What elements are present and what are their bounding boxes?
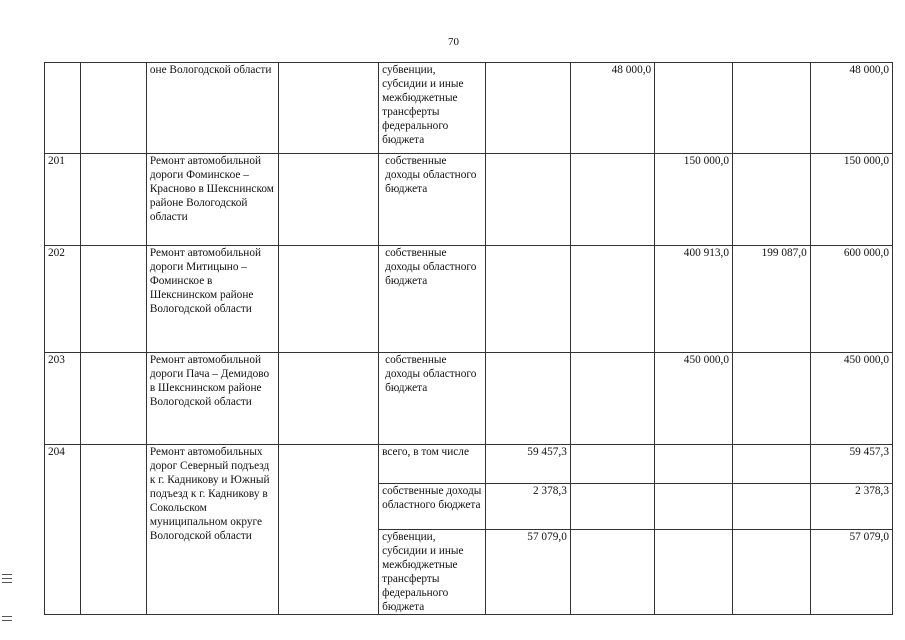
funding-source-cell: собственные доходы областного бюджета	[379, 154, 486, 246]
amount-cell	[570, 484, 654, 530]
margin-mark	[2, 578, 12, 579]
amount-cell	[486, 246, 570, 353]
amount-cell	[732, 445, 810, 484]
table-row	[45, 154, 893, 246]
amount-cell	[570, 246, 654, 353]
funding-source-cell: собственные доходы областного бюджета	[379, 246, 486, 353]
amount-cell	[486, 154, 570, 246]
amount-cell	[655, 63, 733, 154]
amount-cell	[486, 353, 570, 445]
funding-source-cell: всего, в том числе	[379, 445, 486, 484]
amount-cell	[732, 154, 810, 246]
empty-cell	[81, 445, 147, 615]
amount-cell	[570, 530, 654, 615]
amount-cell: 150 000,0	[655, 154, 733, 246]
total-cell: 57 079,0	[810, 530, 892, 615]
total-cell: 450 000,0	[810, 353, 892, 445]
amount-cell: 48 000,0	[570, 63, 654, 154]
empty-cell	[279, 445, 379, 615]
amount-cell	[732, 63, 810, 154]
table-row	[45, 445, 893, 484]
row-number-cell: 203	[45, 353, 81, 445]
total-cell: 2 378,3	[810, 484, 892, 530]
amount-cell: 59 457,3	[486, 445, 570, 484]
amount-cell: 450 000,0	[655, 353, 733, 445]
row-number-cell: 204	[45, 445, 81, 615]
amount-cell	[732, 353, 810, 445]
object-name-cell: Ремонт автомобильной дороги Митицыно – Фоминское в Шекснинском районе Вологодской области	[146, 246, 279, 353]
total-cell: 150 000,0	[810, 154, 892, 246]
object-name-cell: оне Вологодской области	[146, 63, 279, 154]
amount-cell	[570, 445, 654, 484]
amount-cell	[732, 484, 810, 530]
amount-cell	[655, 445, 733, 484]
row-number-cell	[45, 63, 81, 154]
margin-mark	[2, 620, 12, 621]
empty-cell	[279, 353, 379, 445]
table-row	[45, 246, 893, 353]
empty-cell	[81, 246, 147, 353]
amount-cell	[486, 63, 570, 154]
total-cell: 600 000,0	[810, 246, 892, 353]
amount-cell: 400 913,0	[655, 246, 733, 353]
total-cell: 59 457,3	[810, 445, 892, 484]
total-cell: 48 000,0	[810, 63, 892, 154]
empty-cell	[81, 63, 147, 154]
row-number-cell: 202	[45, 246, 81, 353]
table-row	[45, 63, 893, 154]
funding-source-cell: собственные доходы областного бюджета	[379, 484, 486, 530]
empty-cell	[279, 154, 379, 246]
margin-mark	[2, 616, 12, 617]
empty-cell	[279, 246, 379, 353]
funding-source-cell: субвенции, субсидии и иные межбюджетные трансферты федерального бюджета	[379, 63, 486, 154]
funding-source-cell: субвенции, субсидии и иные межбюджетные трансферты федерального бюджета	[379, 530, 486, 615]
empty-cell	[81, 154, 147, 246]
amount-cell: 199 087,0	[732, 246, 810, 353]
table-row	[45, 353, 893, 445]
object-name-cell: Ремонт автомобильных дорог Северный подъезд к г. Кадникову и Южный подъезд к г. Кадникову в Сокольском муниципальном округе Вологодской области	[146, 445, 279, 615]
empty-cell	[81, 353, 147, 445]
margin-mark	[2, 574, 12, 575]
amount-cell	[732, 530, 810, 615]
empty-cell	[279, 63, 379, 154]
amount-cell	[655, 484, 733, 530]
funding-source-cell: собственные доходы областного бюджета	[379, 353, 486, 445]
amount-cell	[570, 353, 654, 445]
amount-cell	[570, 154, 654, 246]
amount-cell	[655, 530, 733, 615]
amount-cell: 57 079,0	[486, 530, 570, 615]
row-number-cell: 201	[45, 154, 81, 246]
budget-table	[44, 62, 893, 615]
amount-cell: 2 378,3	[486, 484, 570, 530]
object-name-cell: Ремонт автомобильной дороги Фоминское – Красново в Шекснинском районе Вологодской области	[146, 154, 279, 246]
margin-mark	[2, 582, 12, 583]
object-name-cell: Ремонт автомобильной дороги Пача – Демидово в Шекснинском районе Вологодской области	[146, 353, 279, 445]
page-number: 70	[448, 36, 459, 48]
